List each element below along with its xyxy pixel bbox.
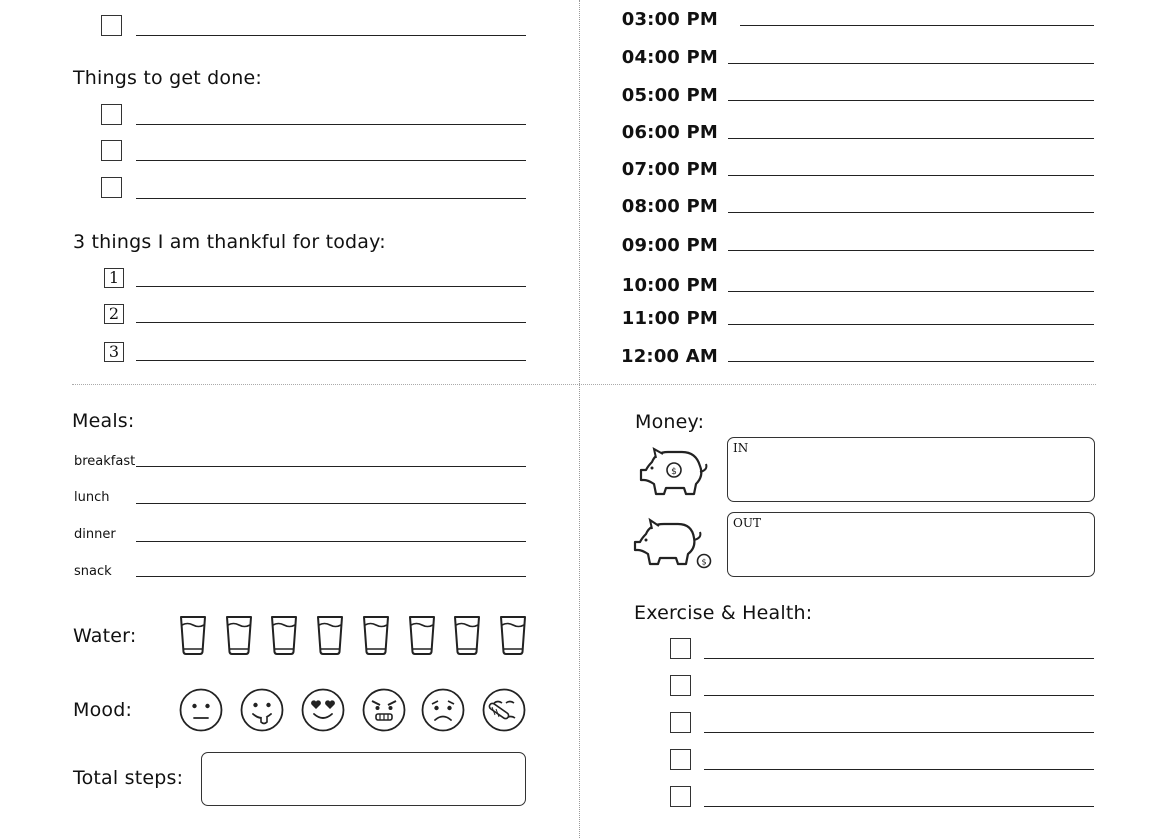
time-label: 06:00 PM <box>621 122 718 143</box>
water-label: Water: <box>73 625 137 647</box>
todo-checkbox-2[interactable] <box>101 140 122 161</box>
time-label: 03:00 PM <box>621 9 718 30</box>
water-glass-icon[interactable] <box>225 615 253 656</box>
money-out-box[interactable] <box>727 512 1095 577</box>
meal-line-breakfast[interactable] <box>136 466 526 467</box>
exercise-line-4[interactable] <box>704 769 1094 770</box>
water-glass-icon[interactable] <box>453 615 481 656</box>
horizontal-divider <box>72 384 1096 385</box>
todo-line-1[interactable] <box>136 124 526 125</box>
time-line[interactable] <box>728 138 1094 139</box>
thankful-number-1: 1 <box>104 268 124 288</box>
time-line[interactable] <box>728 361 1094 362</box>
todo-line-3[interactable] <box>136 198 526 199</box>
water-glass-icon[interactable] <box>362 615 390 656</box>
exercise-checkbox-2[interactable] <box>670 675 691 696</box>
time-label: 05:00 PM <box>621 85 718 106</box>
mood-label: Mood: <box>73 699 133 721</box>
exercise-heading: Exercise & Health: <box>634 602 813 624</box>
time-label: 12:00 AM <box>620 346 718 367</box>
heart-eyes-face-icon[interactable] <box>301 688 345 732</box>
exercise-line-2[interactable] <box>704 695 1094 696</box>
time-line[interactable] <box>728 100 1094 101</box>
vertical-divider <box>579 0 580 838</box>
tongue-face-icon[interactable] <box>240 688 284 732</box>
meals-heading: Meals: <box>72 410 135 432</box>
thankful-heading: 3 things I am thankful for today: <box>73 231 386 253</box>
neutral-face-icon[interactable] <box>179 688 223 732</box>
thankful-number-3: 3 <box>104 342 124 362</box>
meal-line-snack[interactable] <box>136 576 526 577</box>
task-line[interactable] <box>136 35 526 36</box>
time-line[interactable] <box>728 324 1094 325</box>
water-glass-icon[interactable] <box>408 615 436 656</box>
sad-face-icon[interactable] <box>421 688 465 732</box>
water-glass-icon[interactable] <box>179 615 207 656</box>
todo-checkbox-1[interactable] <box>101 104 122 125</box>
exercise-checkbox-1[interactable] <box>670 638 691 659</box>
money-heading: Money: <box>635 411 705 433</box>
angry-face-icon[interactable] <box>362 688 406 732</box>
meal-label-dinner: dinner <box>74 527 116 542</box>
time-label: 04:00 PM <box>621 47 718 68</box>
meal-line-dinner[interactable] <box>136 541 526 542</box>
time-line[interactable] <box>728 63 1094 64</box>
money-in-label: IN <box>733 441 749 455</box>
meal-label-snack: snack <box>74 564 112 579</box>
time-line[interactable] <box>728 250 1094 251</box>
todo-checkbox-3[interactable] <box>101 177 122 198</box>
things-to-get-done-heading: Things to get done: <box>73 67 262 89</box>
task-checkbox[interactable] <box>101 15 122 36</box>
exercise-line-5[interactable] <box>704 806 1094 807</box>
exercise-checkbox-3[interactable] <box>670 712 691 733</box>
water-glass-icon[interactable] <box>270 615 298 656</box>
exercise-checkbox-4[interactable] <box>670 749 691 770</box>
time-label: 07:00 PM <box>621 159 718 180</box>
thankful-line-1[interactable] <box>136 286 526 287</box>
thankful-line-2[interactable] <box>136 322 526 323</box>
water-glass-icon[interactable] <box>499 615 527 656</box>
todo-line-2[interactable] <box>136 160 526 161</box>
sick-face-icon[interactable] <box>482 688 526 732</box>
time-label: 08:00 PM <box>621 196 718 217</box>
meal-line-lunch[interactable] <box>136 503 526 504</box>
time-label: 09:00 PM <box>621 235 718 256</box>
money-in-box[interactable] <box>727 437 1095 502</box>
total-steps-label: Total steps: <box>73 767 184 789</box>
thankful-number-2: 2 <box>104 304 124 324</box>
time-line[interactable] <box>740 25 1094 26</box>
total-steps-input[interactable] <box>201 752 526 806</box>
meal-label-lunch: lunch <box>74 490 110 505</box>
piggy-bank-in-icon <box>638 446 710 498</box>
exercise-line-1[interactable] <box>704 658 1094 659</box>
time-line[interactable] <box>728 175 1094 176</box>
time-line[interactable] <box>728 212 1094 213</box>
exercise-line-3[interactable] <box>704 732 1094 733</box>
thankful-line-3[interactable] <box>136 360 526 361</box>
exercise-checkbox-5[interactable] <box>670 786 691 807</box>
svg-text:$: $ <box>671 467 677 477</box>
meal-label-breakfast: breakfast <box>74 454 136 469</box>
svg-text:$: $ <box>701 557 707 567</box>
money-out-label: OUT <box>733 516 761 530</box>
time-line[interactable] <box>728 291 1094 292</box>
time-label: 10:00 PM <box>621 275 718 296</box>
time-label: 11:00 PM <box>621 308 718 329</box>
water-glass-icon[interactable] <box>316 615 344 656</box>
piggy-bank-out-icon <box>632 516 714 570</box>
